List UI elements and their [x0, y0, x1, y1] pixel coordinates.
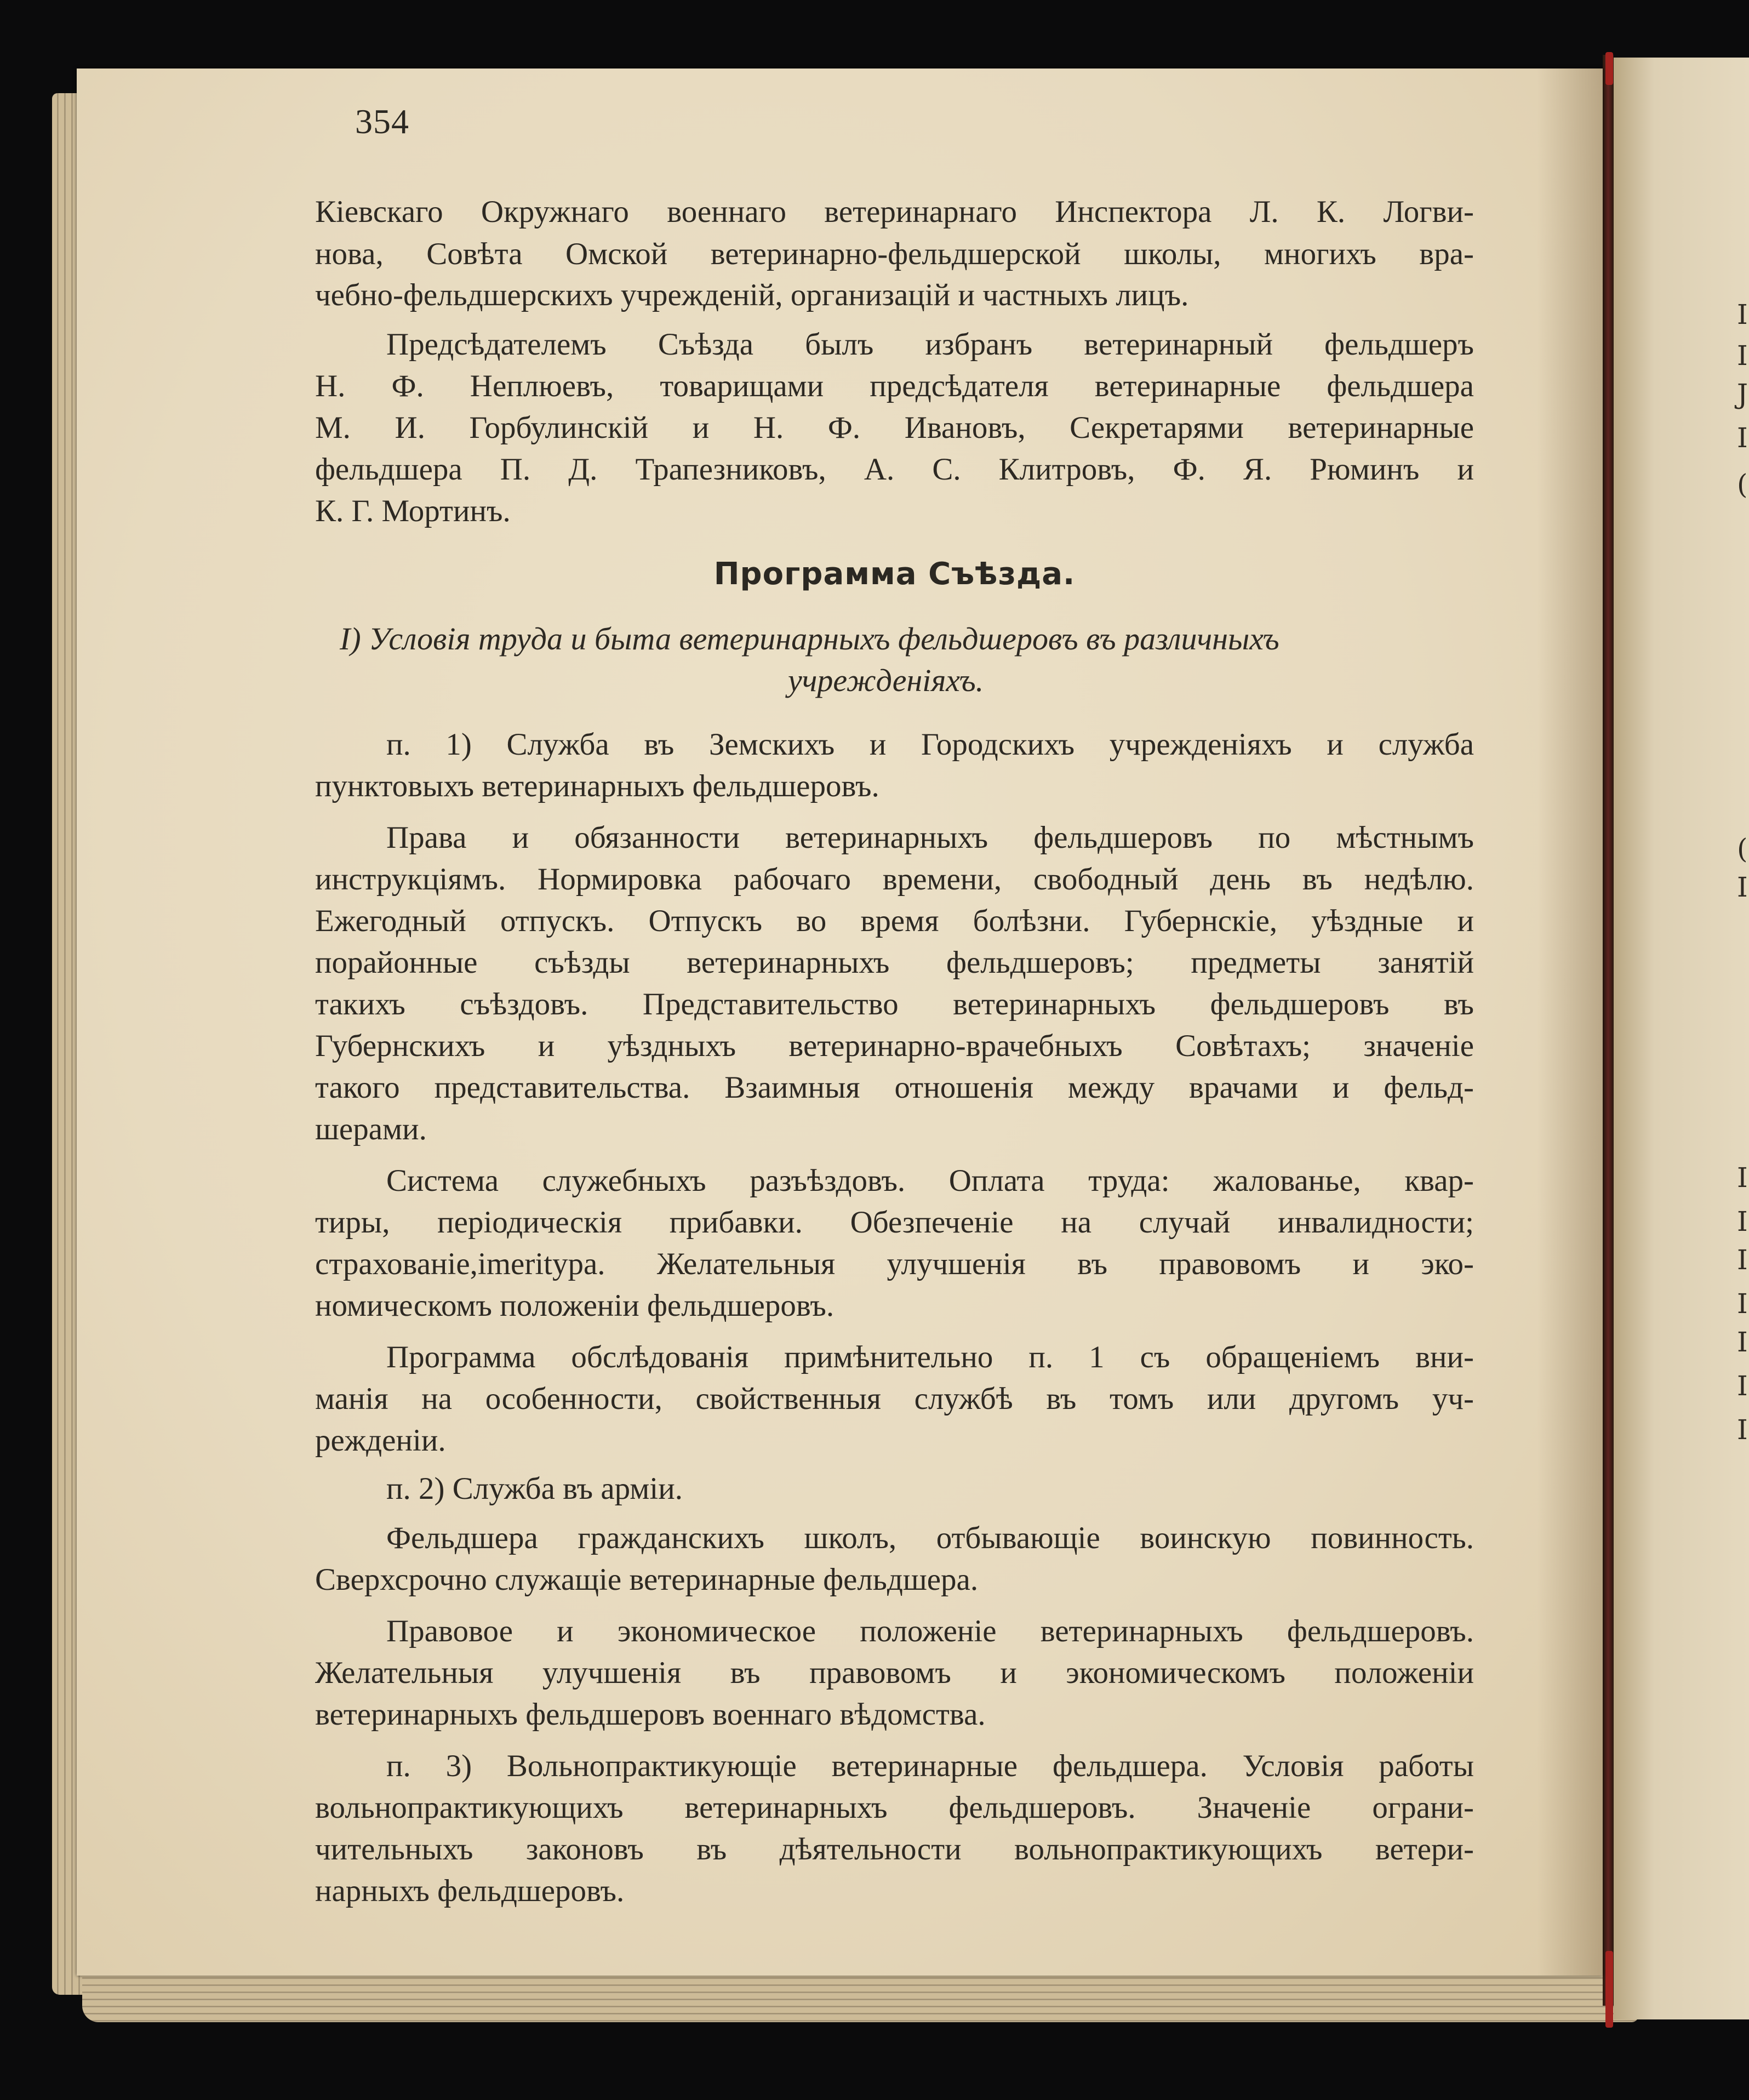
facing-page-mark: I	[1737, 1162, 1748, 1194]
book-gutter	[1603, 55, 1614, 2006]
bookmark-ribbon-top	[1605, 52, 1613, 85]
page-number: 354	[355, 102, 409, 141]
text-line: К. Г. Мортинъ.	[315, 494, 511, 528]
facing-page-mark: I	[1737, 1206, 1748, 1237]
text-line: такихъ съѣздовъ. Представительство ветеринарныхъ фельдшеровъ въ	[315, 987, 1474, 1022]
text-line: чебно-фельдшерскихъ учрежденій, организацій и частныхъ лицъ.	[315, 278, 1189, 312]
facing-page-mark: I	[1737, 422, 1748, 454]
subheading-line: I) Условія труда и быта ветеринарныхъ фельдшеровъ въ различныхъ	[340, 621, 1279, 657]
text-line: Система служебныхъ разъѣздовъ. Оплата труда: жалованье, квар-	[386, 1163, 1474, 1198]
page-curve-shadow	[1537, 69, 1603, 1976]
facing-page-mark: (	[1737, 469, 1748, 500]
text-line: Правовое и экономическое положеніе ветеринарныхъ фельдшеровъ.	[386, 1614, 1474, 1648]
text-line: п. 3) Вольнопрактикующіе ветеринарные фельдшера. Условія работы	[386, 1749, 1474, 1783]
text-line: порайонные съѣзды ветеринарныхъ фельдшеровъ; предметы занятій	[315, 945, 1474, 980]
text-line: Губернскихъ и уѣздныхъ ветеринарно-врачебныхъ Совѣтахъ; значеніе	[315, 1029, 1474, 1063]
text-line: п. 1) Служба въ Земскихъ и Городскихъ учрежденіяхъ и служба	[386, 727, 1474, 762]
text-line: манія на особенности, свойственныя службѣ въ томъ или другомъ уч-	[315, 1382, 1474, 1416]
section-title: Программа Съѣзда.	[713, 556, 1076, 592]
facing-page-mark: I	[1737, 1326, 1748, 1358]
text-line: вольнопрактикующихъ ветеринарныхъ фельдшеровъ. Значеніе ограни-	[315, 1790, 1474, 1825]
text-line: Предсѣдателемъ Съѣзда былъ избранъ ветеринарный фельдшеръ	[386, 327, 1474, 362]
facing-page-mark: I	[1737, 1244, 1748, 1276]
text-line: Н. Ф. Неплюевъ, товарищами предсѣдателя ветеринарные фельдшера	[315, 369, 1474, 403]
text-line: тиры, періодическія прибавки. Обезпеченіе на случай инвалидности;	[315, 1205, 1474, 1240]
facing-page-mark: I	[1737, 340, 1748, 372]
text-line: нова, Совѣта Омской ветеринарно-фельдшерской школы, многихъ вра-	[315, 237, 1474, 271]
facing-page-mark: I	[1737, 871, 1748, 903]
text-line: Ежегодный отпускъ. Отпускъ во время болѣзни. Губернскіе, уѣздные и	[315, 904, 1474, 938]
facing-page-mark: (	[1737, 833, 1748, 865]
text-line: Фельдшера гражданскихъ школъ, отбывающіе воинскую повинность.	[386, 1521, 1474, 1555]
facing-page-mark: J	[1737, 378, 1748, 410]
text-line: Сверхсрочно служащіе ветеринарные фельдшера.	[315, 1562, 979, 1597]
facing-page-mark: I	[1737, 1370, 1748, 1402]
facing-page-mark: I	[1737, 1414, 1748, 1446]
text-line: Программа обслѣдованія примѣнительно п. 1 съ обращеніемъ вни-	[386, 1340, 1474, 1374]
text-line: номическомъ положеніи фельдшеровъ.	[315, 1288, 835, 1323]
text-line: Желательныя улучшенія въ правовомъ и экономическомъ положеніи	[315, 1656, 1474, 1690]
facing-page-mark: I	[1737, 1288, 1748, 1320]
subheading-line: учрежденіяхъ.	[788, 663, 984, 698]
text-line: страхованіе,imeritура. Желательныя улучшенія въ правовомъ и эко-	[315, 1247, 1474, 1281]
text-line: шерами.	[315, 1112, 427, 1146]
facing-page-mark: I	[1737, 299, 1748, 330]
text-line: режденіи.	[315, 1423, 446, 1458]
text-line: Права и обязанности ветеринарныхъ фельдшеровъ по мѣстнымъ	[386, 820, 1474, 855]
point-2-heading: п. 2) Служба въ арміи.	[386, 1471, 683, 1506]
text-line: фельдшера П. Д. Трапезниковъ, А. С. Клитровъ, Ф. Я. Рюминъ и	[315, 452, 1474, 487]
text-line: чительныхъ законовъ въ дѣятельности вольнопрактикующихъ ветери-	[315, 1832, 1474, 1867]
text-line: такого представительства. Взаимныя отношенія между врачами и фельд-	[315, 1070, 1474, 1105]
text-line: инструкціямъ. Нормировка рабочаго времени, свободный день въ недѣлю.	[315, 862, 1474, 897]
text-line: нарныхъ фельдшеровъ.	[315, 1874, 625, 1908]
facing-page	[1614, 58, 1749, 2019]
text-line: Кіевскаго Окружнаго военнаго ветеринарнаго Инспектора Л. К. Логви-	[315, 195, 1474, 229]
bookmark-ribbon-bottom	[1605, 1951, 1613, 2028]
text-line: ветеринарныхъ фельдшеровъ военнаго вѣдомства.	[315, 1697, 986, 1732]
text-line: М. И. Горбулинскій и Н. Ф. Ивановъ, Секретарями ветеринарные	[315, 410, 1474, 445]
text-line: пунктовыхъ ветеринарныхъ фельдшеровъ.	[315, 769, 879, 803]
